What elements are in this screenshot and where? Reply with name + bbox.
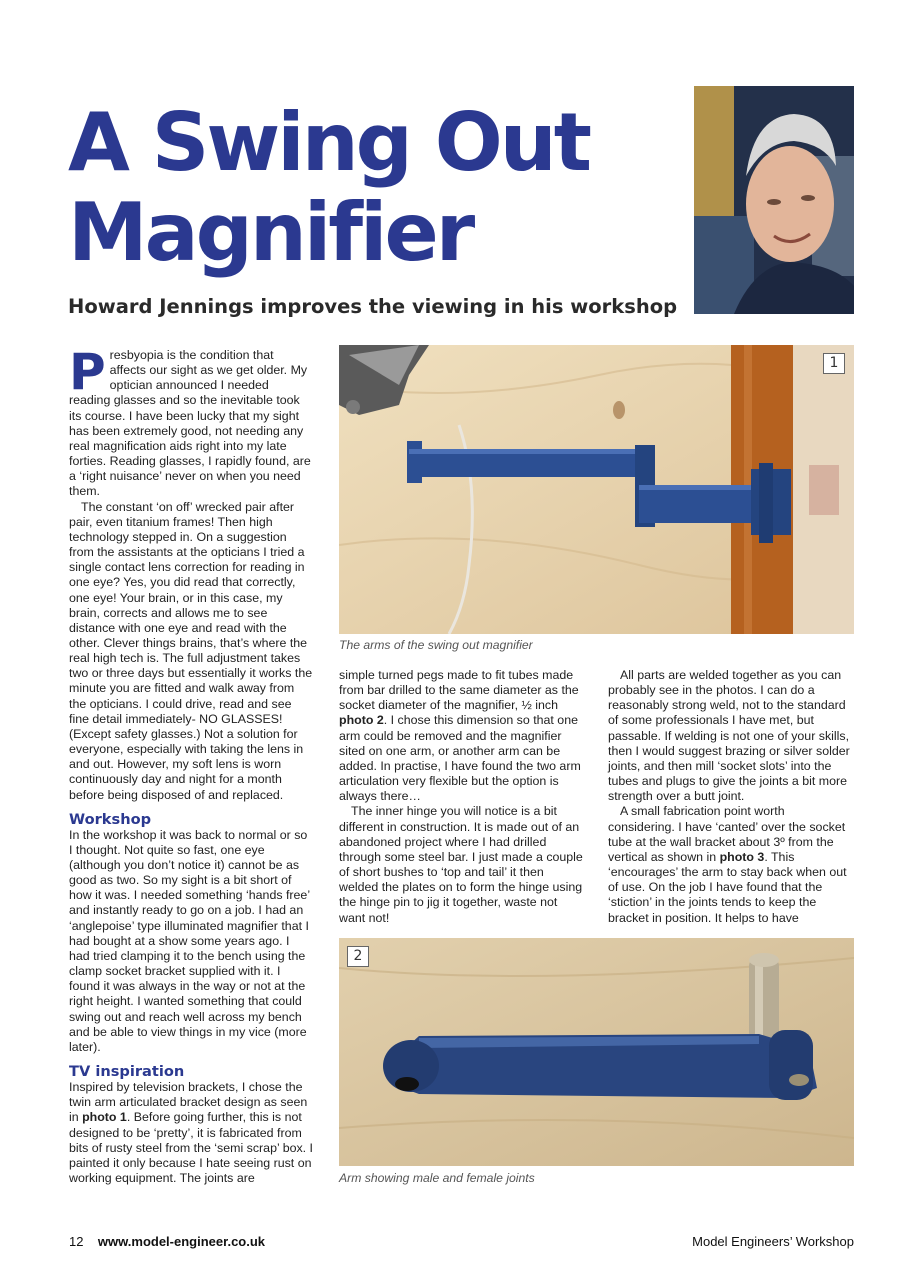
drop-cap: P: [69, 343, 106, 401]
author-photo: [694, 86, 854, 314]
footer-left: [69, 1234, 265, 1249]
intro-paragraph: Presbyopia is the condition that affects our sight as we get older. My optician announced I needed reading glasses and so the inevitable took its course. I have been lucky that my sight has been extremely good, not needing any real magnification aids right into my late forties. Reading glasses, I rapidly found, are a ‘right nuisance’ never on when you need them.: [69, 343, 311, 499]
photo-1: [339, 345, 854, 634]
photo-2-caption: Arm showing male and female joints: [339, 1171, 535, 1185]
section-heading-workshop: Workshop: [69, 810, 152, 828]
body-paragraph: Inspired by television brackets, I chose the twin arm articulated bracket design as seen in photo 1. Before going further, this is not designed to be ‘pretty’, it is fabricated from bits of rusty steel from the ‘semi scrap’ box. I painted it only because I hate seeing rust on working equipment. The joints are: [69, 1080, 313, 1185]
column-3: [608, 668, 854, 926]
photo-reference: photo 2: [339, 713, 384, 728]
body-paragraph: simple turned pegs made to fit tubes made from bar drilled to the same diameter as the socket diameter of the magnifier, ½ inch photo 2. I chose this dimension so that one arm could be removed and the magnifier sited on one arm, or another arm can be added. In practise, I have found the two arm articulation very flexible but the option is always there…: [339, 668, 581, 804]
body-paragraph: The inner hinge you will notice is a bit different in construction. It is made out of an abandoned project where I had drilled through some steel bar. I just made a couple of short bushes to ‘top and tail’ it then welded the plates on to form the hinge using the hinge pin to jig it together, waste not want not!: [339, 804, 583, 925]
photo-reference: photo 3: [719, 849, 765, 864]
section-heading-tv-inspiration: TV inspiration: [69, 1063, 185, 1081]
photo-2: [339, 938, 854, 1166]
body-paragraph: A small fabrication point worth considering. I have ‘canted’ over the socket tube at the wall bracket about 3º from the vertical as shown in photo 3. This ‘encourages’ the arm to stay back when out of use. On the job I have found that the ‘stiction’ in the joints tends to keep the bracket in position. It helps to have: [608, 804, 847, 925]
page-number: 12: [69, 1234, 84, 1249]
article-subtitle: Howard Jennings improves the viewing in his workshop: [68, 295, 678, 318]
column-1: [69, 343, 313, 1186]
column-2: [339, 668, 585, 926]
photo-reference: photo 1: [82, 1110, 127, 1125]
photo-1-caption: The arms of the swing out magnifier: [339, 638, 533, 652]
body-paragraph: All parts are welded together as you can probably see in the photos. I can do a reasonably strong weld, not to the standard of some professionals I have met, but passable. If welding is not one of your skills, then I would suggest brazing or silver solder joints, and then mill ‘socket slots’ into the tubes and plugs to give the joints a bit more strength over a butt joint.: [608, 668, 850, 804]
body-paragraph: In the workshop it was back to normal or so I thought. Not quite so fast, one eye (although you don’t notice it) cannot be as good as two. So my sight is a bit short of how it was. I needed something ‘hands free’ and instantly ready to go on a job. I had an ‘anglepoise’ type illuminated magnifier that I had bought at a show some years ago. I had tried clamping it to the bench using the clamp socket bracket supplied with it. I found it was always in the way or not at the right height. I wanted something that could swing out and reach well across my bench and be able to view things in my vice (more later).: [69, 827, 310, 1054]
magazine-name: Model Engineers’ Workshop: [692, 1234, 854, 1249]
article-title: A Swing Out Magnifier: [68, 96, 589, 279]
photo-number-badge: 2: [347, 946, 369, 967]
body-paragraph: The constant ‘on off’ wrecked pair after pair, even titanium frames! Then high technology stepped in. On a suggestion from the assistants at the opticians I tried a single contact lens correction for reading in one eye? Yes, you did read that correctly, one eye! Your brain, or in this case, my brain, corrects and allows me to see distance with one eye and read with the other. Clever things brains, that’s where the real high tech is. The full adjustment takes two or three days but essentially it works the minute you are fitted and walk away from the opticians. I could drive, read and see fine detail immediately- NO GLASSES! (Except safety glasses.) Not a solution for everyone, especially with taking the lens in and out. However, my soft lens is worn continuously day and night for a month before being disposed of and replaced.: [69, 499, 313, 802]
photo-number-badge: 1: [823, 353, 845, 374]
website-link[interactable]: www.model-engineer.co.uk: [97, 1234, 266, 1249]
